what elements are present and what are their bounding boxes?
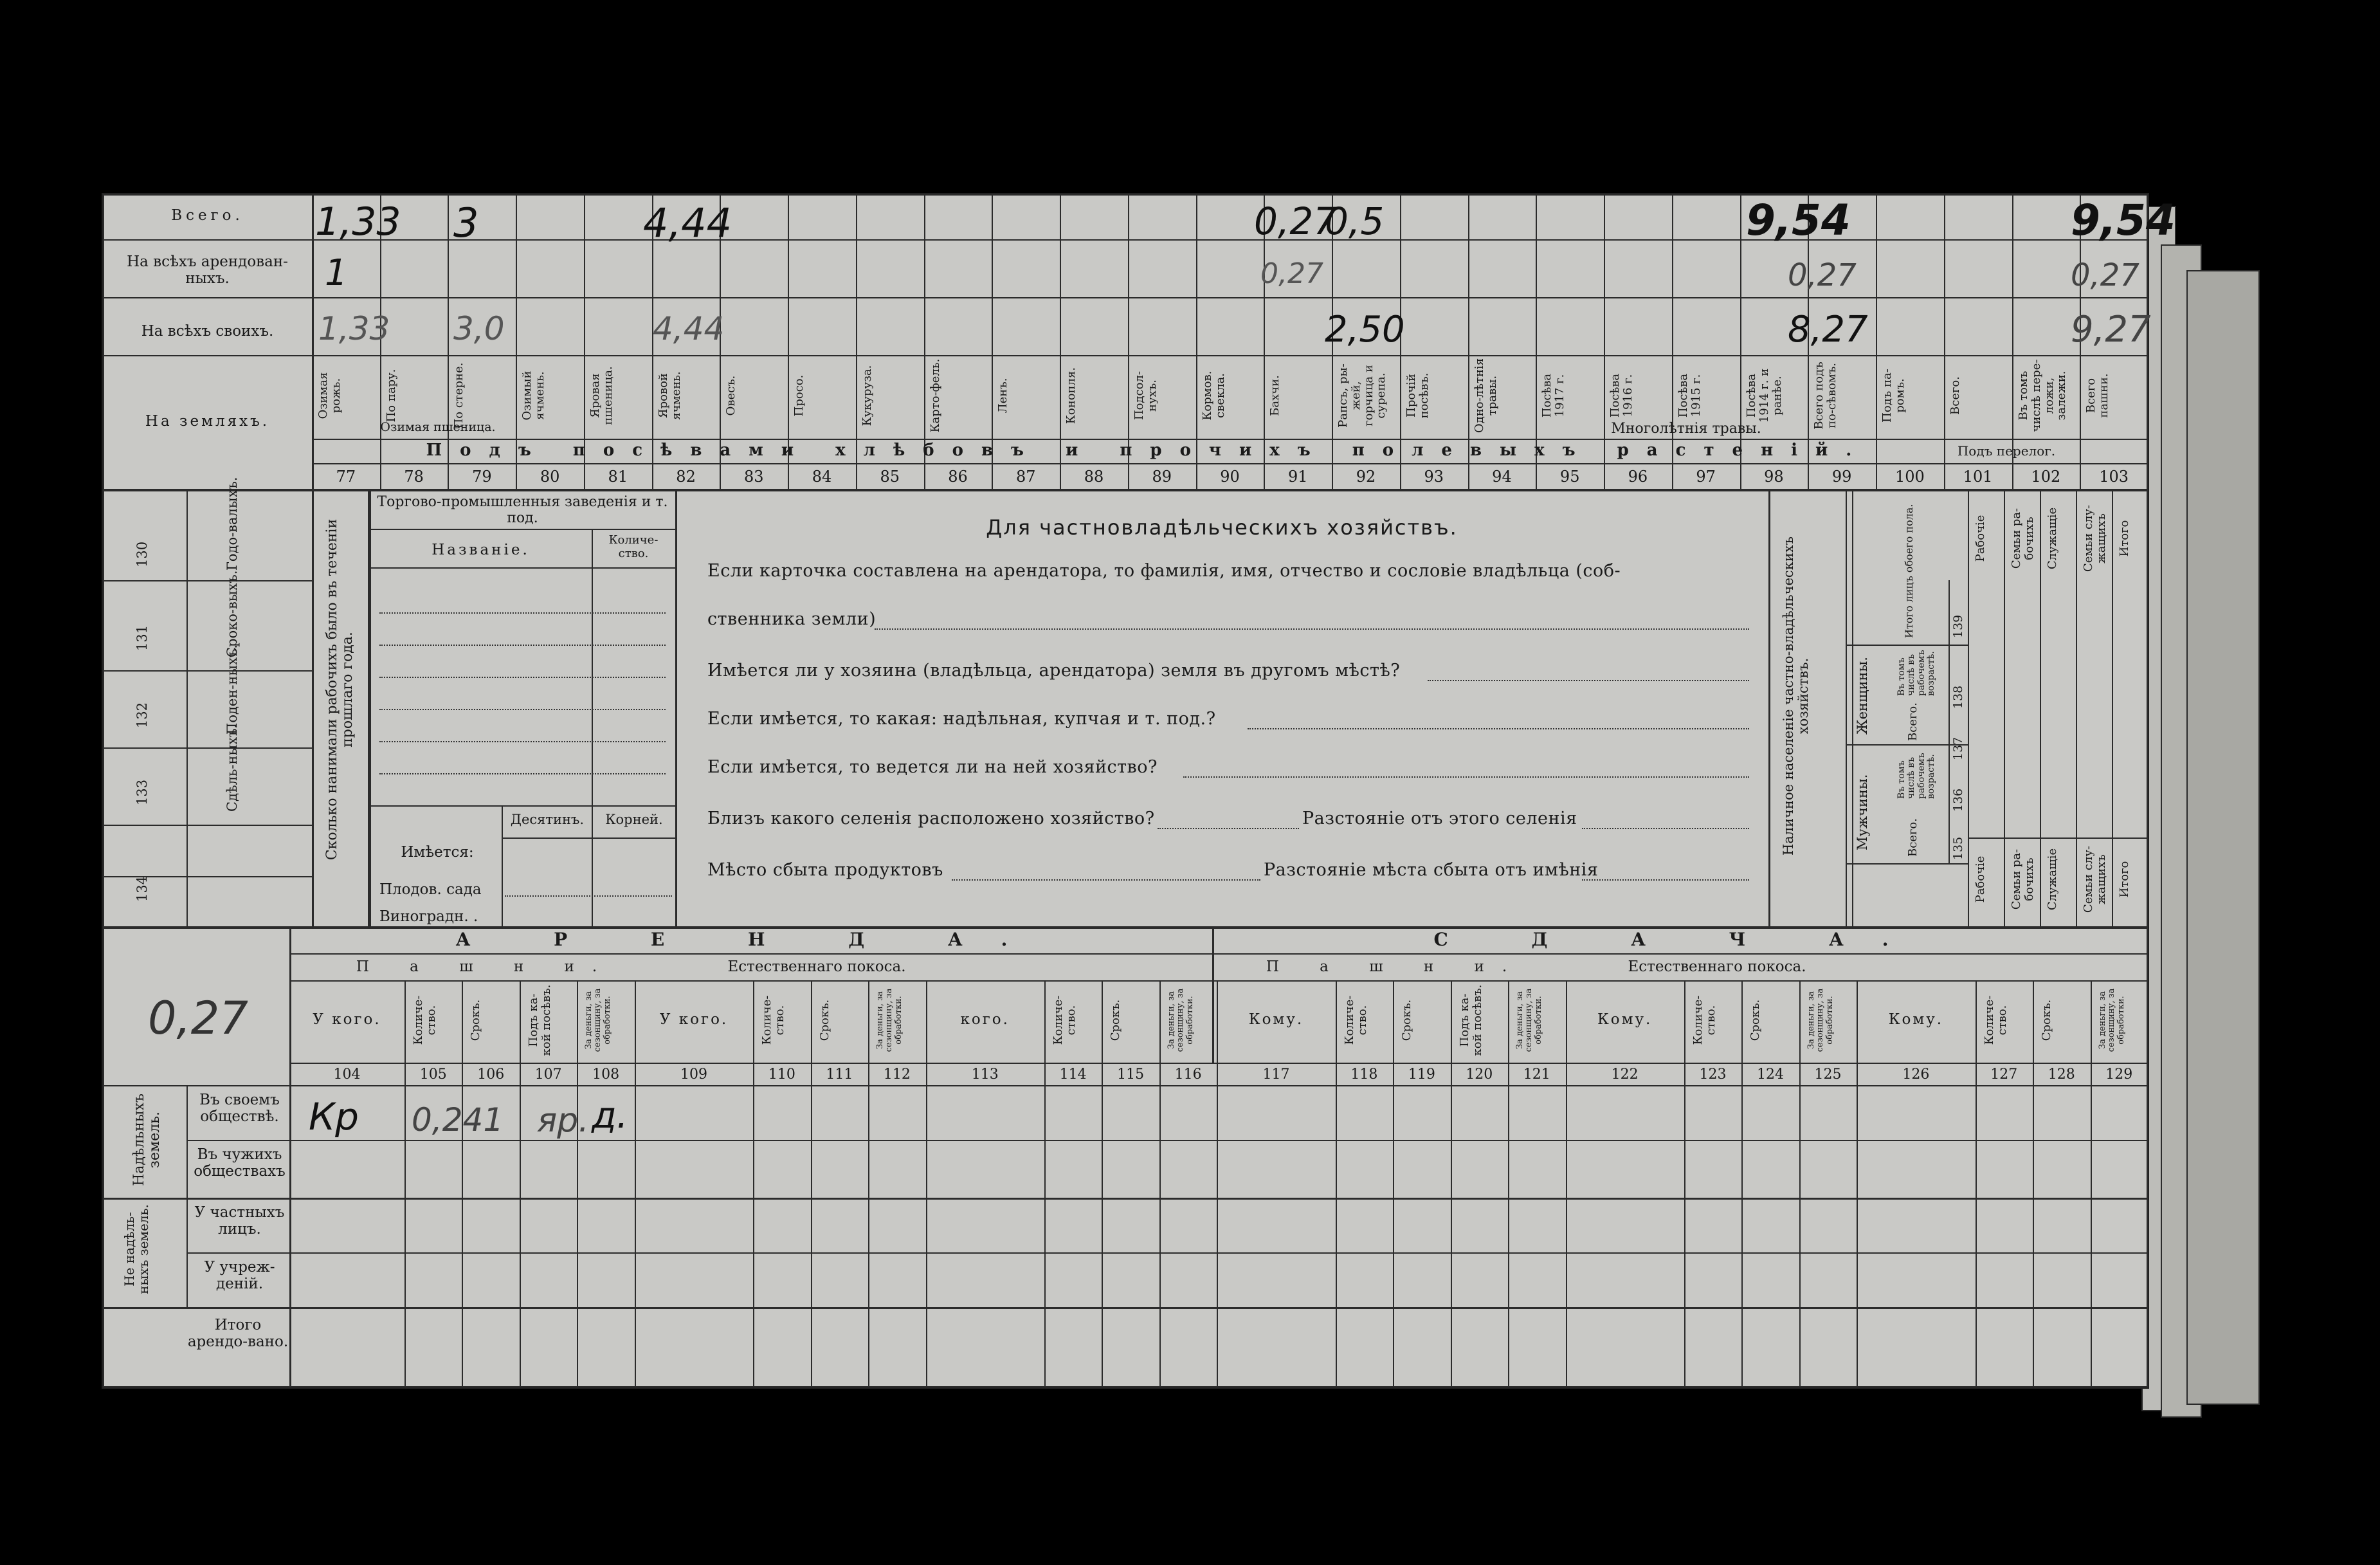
lease-col-number: 121 xyxy=(1523,1066,1550,1083)
record-card xyxy=(103,194,2176,1387)
crop-col-label: Ленъ. xyxy=(996,378,1010,414)
lease-col-number: 108 xyxy=(592,1066,620,1083)
pop-rab-m: Въ томъ числѣ въ рабочемъ возрастѣ. xyxy=(1896,753,1937,799)
trade-count-header: Количе-ство. xyxy=(608,533,659,560)
lease-col-label: Срокъ. xyxy=(1109,999,1123,1041)
lease-col-divider xyxy=(1217,980,1218,1387)
lease-col-label: Количе-ство. xyxy=(1982,995,2009,1045)
hand-arend-3: 0,27 xyxy=(1788,257,1857,293)
crop-col-label: Озимый ячмень. xyxy=(520,371,547,421)
hand-row-d: д. xyxy=(592,1095,628,1137)
row-label-vsego: Всего. xyxy=(171,207,244,224)
crop-col-number: 90 xyxy=(1220,468,1240,486)
question-2: Имѣется ли у хозяина (владѣльца, арендатора) земля въ другомъ мѣстѣ? xyxy=(707,661,1401,681)
lease-col-divider xyxy=(1741,980,1743,1387)
cattle-num-132: 132 xyxy=(134,702,150,728)
hand-svoih-2: 3,0 xyxy=(453,310,505,347)
lease-col-divider xyxy=(635,980,636,1387)
worker-row-divider xyxy=(1968,837,2148,839)
sub-ozim-pshenica: Озимая пшеница. xyxy=(380,420,496,434)
lease-col-label: Количе-ство. xyxy=(1342,995,1369,1045)
lease-col-divider xyxy=(1684,980,1685,1387)
pop-vsego-f: Всего. xyxy=(1906,702,1920,741)
crop-col-number: 80 xyxy=(540,468,560,486)
lease-col-label: За деньги, за сезонщину, за обработки. xyxy=(875,988,904,1052)
lease-col-number: 119 xyxy=(1408,1066,1435,1083)
pop-itogo: Итого лицъ обоего пола. xyxy=(1903,504,1915,638)
pop-num-135: 135 xyxy=(1951,836,1965,860)
crop-col-label: Яровая пшеница. xyxy=(588,366,615,425)
question-6: Мѣсто сбыта продуктовъ xyxy=(707,860,943,880)
crop-col-label: Конопля. xyxy=(1064,367,1078,425)
lease-col-divider xyxy=(868,980,869,1387)
lease-col-label: За деньги, за сезонщину, за обработки. xyxy=(2097,988,2126,1052)
row-chuzhih: Въ чужихъ обществахъ xyxy=(194,1146,286,1180)
lease-col-divider xyxy=(1566,980,1567,1387)
lease-col-number: 115 xyxy=(1117,1066,1145,1083)
cattle-label-godovalyh: Годо-валыхъ. xyxy=(224,477,240,571)
worker-col-label-top: Итого xyxy=(2118,520,2131,557)
crop-col-label: Подъ па-ромъ. xyxy=(1880,369,1907,423)
lease-col-label: За деньги, за сезонщину, за обработки. xyxy=(1515,988,1543,1052)
lease-table xyxy=(103,928,2148,1387)
band-title: Подъ посѣвами хлѣбовъ и прочихъ полевыхъ растенiй. xyxy=(426,441,1870,460)
lease-col-label: Срокъ. xyxy=(2040,999,2054,1041)
lease-col-number: 122 xyxy=(1611,1066,1639,1083)
cattle-label-sdelnyh: Сдѣль-ныхъ. xyxy=(224,724,240,812)
hand-arend-4: 0,27 xyxy=(2071,257,2139,293)
lease-col-label: Подъ ка-кой посѣвъ. xyxy=(526,984,553,1056)
lease-col-label: Срокъ. xyxy=(469,999,483,1041)
hand-vsego-2: 3 xyxy=(453,199,479,246)
cattle-label-podennyh: Поден-ныхъ. xyxy=(224,645,240,735)
crop-col-label: Овесъ. xyxy=(724,375,738,416)
crop-col-label: Просо. xyxy=(792,374,806,417)
workers-question: Сколько нанимали рабочихъ было въ теченiи прошлаго года. xyxy=(324,518,356,861)
lease-col-label: Подъ ка-кой посѣвъ. xyxy=(1457,984,1484,1056)
cattle-num-133: 133 xyxy=(134,779,150,805)
crop-col-label: Посѣва 1917 г. xyxy=(1540,373,1567,418)
desyatin-header: Десятинъ. xyxy=(510,812,585,827)
lease-col-number: 129 xyxy=(2105,1066,2133,1083)
lease-col-divider xyxy=(2033,980,2034,1387)
lease-col-number: 127 xyxy=(1990,1066,2018,1083)
lease-col-label: Срокъ. xyxy=(817,999,831,1041)
zhen-label: Женщины. xyxy=(1855,657,1870,735)
lease-col-divider xyxy=(1857,980,1858,1387)
hand-arend-1: 1 xyxy=(325,252,348,294)
lease-col-divider xyxy=(753,980,754,1387)
worker-col-label-top: Рабочiе xyxy=(1974,515,1987,562)
crop-col-number: 92 xyxy=(1356,468,1376,486)
worker-col-divider xyxy=(2112,490,2113,928)
crop-col-label: По стерне. xyxy=(452,362,466,429)
row-uchrezhd: У учреж-денiй. xyxy=(204,1259,275,1293)
lease-col-number: 116 xyxy=(1174,1066,1202,1083)
question-3: Если имѣется, то какая: надѣльная, купчая и т. под.? xyxy=(707,709,1216,729)
crop-col-number: 101 xyxy=(1963,468,1993,486)
crop-col-number: 87 xyxy=(1016,468,1036,486)
row-chastnyh: У частныхъ лицъ. xyxy=(194,1204,285,1238)
lease-col-number: 113 xyxy=(971,1066,999,1083)
hand-row-kr: Кр xyxy=(309,1095,359,1139)
lease-col-divider xyxy=(1451,980,1452,1387)
crop-col-number: 98 xyxy=(1764,468,1784,486)
hand-svoih-3: 4,44 xyxy=(653,310,725,347)
crop-col-number: 102 xyxy=(2031,468,2061,486)
trade-name-header: Названiе. xyxy=(431,542,530,558)
hand-row-amount: 0,241 xyxy=(412,1101,504,1139)
sdacha-pashni: П а ш н и. xyxy=(1266,958,1525,975)
crop-col-number: 103 xyxy=(2099,468,2129,486)
lease-col-number: 112 xyxy=(883,1066,911,1083)
crop-col-number: 97 xyxy=(1696,468,1716,486)
cattle-num-131: 131 xyxy=(134,625,150,651)
hand-svoih-4: 2,50 xyxy=(1325,309,1405,351)
worker-col-divider xyxy=(2040,490,2041,928)
hand-vsego-5: 0,5 xyxy=(1325,199,1385,243)
crop-col-label: Озимая рожь. xyxy=(316,372,343,419)
crop-col-number: 86 xyxy=(948,468,968,486)
question-4: Если имѣется, то ведется ли на ней хозяйство? xyxy=(707,757,1158,777)
lease-col-number: 111 xyxy=(826,1066,853,1083)
lease-col-number: 126 xyxy=(1902,1066,1930,1083)
pop-vsego-m: Всего. xyxy=(1906,818,1920,857)
sub-mnogoletnie: Многолѣтнiя травы. xyxy=(1611,421,1761,437)
worker-col-label-top: Семьи слу-жащихъ xyxy=(2082,504,2108,572)
crop-col-number: 95 xyxy=(1559,468,1580,486)
crop-col-number: 79 xyxy=(472,468,492,486)
crop-col-number: 99 xyxy=(1831,468,1852,486)
lease-col-divider xyxy=(577,980,578,1387)
lease-col-label: Количе-ство. xyxy=(411,995,438,1045)
lease-col-label: Количе-ство. xyxy=(1691,995,1718,1045)
crop-col-number: 85 xyxy=(880,468,900,486)
lease-col-label: Количе-ство. xyxy=(760,995,786,1045)
row-label-zemli: На земляхъ. xyxy=(145,413,270,430)
worker-col-label-top: Семьи ра-бочихъ xyxy=(2010,508,2036,569)
crop-col-label: Подсол-нухъ. xyxy=(1132,371,1159,421)
crop-col-number: 88 xyxy=(1084,468,1104,486)
lease-col-number: 117 xyxy=(1262,1066,1290,1083)
hand-vsego-4: 0,27 xyxy=(1254,199,1338,243)
pop-num-138: 138 xyxy=(1951,685,1965,709)
cattle-num-130: 130 xyxy=(134,541,150,567)
hand-vsego-6: 9,54 xyxy=(1746,196,1851,245)
lease-col-divider xyxy=(926,980,927,1387)
lease-col-number: 105 xyxy=(419,1066,447,1083)
crop-col-label: Одно-лѣтнiя травы. xyxy=(1472,358,1499,434)
crop-col-number: 81 xyxy=(608,468,628,486)
pop-rab-f: Въ томъ числѣ въ рабочемъ возрастѣ. xyxy=(1896,650,1937,696)
cattle-label-srokovyh: Сроко-выхъ. xyxy=(224,570,240,657)
crop-col-number: 77 xyxy=(336,468,356,486)
crop-col-label: Въ томъ числѣ пере-ложи, залежи. xyxy=(2016,359,2068,432)
row-itogo: Итого арендо-вано. xyxy=(187,1317,289,1351)
lease-col-divider xyxy=(520,980,521,1387)
crop-col-label: Рапсъ, ры-жей, горчица и сурепа. xyxy=(1336,363,1388,428)
crop-col-label: Всего подъ по-сѣвомъ. xyxy=(1812,362,1839,430)
lease-col-number: 110 xyxy=(768,1066,795,1083)
lease-col-number: 107 xyxy=(534,1066,562,1083)
lease-col-number: 104 xyxy=(333,1066,361,1083)
lease-col-divider xyxy=(1976,980,1977,1387)
worker-col-label-bottom: Рабочiе xyxy=(1974,856,1987,903)
crop-col-label: По пару. xyxy=(384,369,398,423)
lease-col-number: 128 xyxy=(2048,1066,2075,1083)
lease-col-divider xyxy=(811,980,812,1387)
crop-col-label: Посѣва 1914 г. и ранѣе. xyxy=(1744,368,1784,423)
hand-svoih-1: 1,33 xyxy=(318,310,390,347)
sdacha-pokos: Естественнаго покоса. xyxy=(1628,958,1806,975)
hand-svoih-6: 9,27 xyxy=(2071,309,2151,351)
lease-col-number: 106 xyxy=(477,1066,505,1083)
arenda-title: А Р Е Н Д А. xyxy=(455,929,1046,950)
crop-col-number: 83 xyxy=(744,468,764,486)
lease-col-label: За деньги, за сезонщину, за обработки. xyxy=(1806,988,1835,1052)
hand-vsego-7: 9,54 xyxy=(2071,196,2176,245)
vinograd-label: Виноградн. . xyxy=(379,908,478,925)
lease-col-divider xyxy=(1799,980,1801,1387)
lease-col-number: 114 xyxy=(1059,1066,1087,1083)
crop-col-number: 94 xyxy=(1492,468,1512,486)
crop-col-number: 82 xyxy=(676,468,696,486)
crop-col-number: 78 xyxy=(404,468,424,486)
lease-col-divider xyxy=(1159,980,1161,1387)
worker-col-label-bottom: Итого xyxy=(2118,861,2131,898)
crop-col-label: Всего пашни. xyxy=(2084,373,2111,418)
lease-col-label: За деньги, за сезонщину, за обработки. xyxy=(1166,988,1195,1052)
pop-num-139: 139 xyxy=(1951,614,1965,638)
lease-col-label: У кого. xyxy=(313,1011,381,1028)
question-5b: Разстоянiе отъ этого селенiя xyxy=(1302,809,1577,828)
lease-col-label: Кому. xyxy=(1597,1011,1653,1028)
row-label-arend: На всѣхъ арендован- ныхъ. xyxy=(127,253,288,288)
question-1a: Если карточка составлена на арендатора, то фамилiя, имя, отчество и сословiе владѣльца (соб- xyxy=(707,561,1621,581)
arenda-pokos: Естественнаго покоса. xyxy=(727,958,906,975)
worker-col-label-bottom: Семьи ра-бочихъ xyxy=(2010,848,2036,910)
lease-col-label: Срокъ. xyxy=(1749,999,1763,1041)
hand-svoih-5: 8,27 xyxy=(1788,309,1868,351)
lease-col-number: 124 xyxy=(1757,1066,1785,1083)
question-5: Близъ какого селенiя расположено хозяйство? xyxy=(707,809,1155,828)
crop-col-label: Посѣва 1916 г. xyxy=(1608,373,1635,418)
crop-col-label: Карто-фель. xyxy=(928,358,942,433)
question-1b: ственника земли) xyxy=(707,609,877,629)
lease-col-divider xyxy=(1102,980,1103,1387)
sad-label: Плодов. сада xyxy=(379,881,482,898)
lease-col-label: Срокъ. xyxy=(1400,999,1414,1041)
lease-col-divider xyxy=(462,980,463,1387)
hand-vsego-3: 4,44 xyxy=(643,199,732,246)
card-stack-edge xyxy=(2186,270,2260,1405)
lease-col-divider xyxy=(2091,980,2092,1387)
lease-col-label: За деньги, за сезонщину, за обработки. xyxy=(584,988,613,1052)
crop-col-number: 91 xyxy=(1287,468,1308,486)
lease-col-number: 125 xyxy=(1814,1066,1842,1083)
ne-nadel-label: Не надѣль-ныхъ земель. xyxy=(122,1204,151,1294)
row-svoem: Въ своемъ обществѣ. xyxy=(199,1092,280,1126)
lease-col-label: кого. xyxy=(960,1011,1010,1028)
nadel-label: Надѣльныхъ земель. xyxy=(131,1094,163,1186)
crop-col-number: 84 xyxy=(812,468,832,486)
worker-col-label-top: Служащiе xyxy=(2046,507,2059,570)
hand-arend-2: 0,27 xyxy=(1260,257,1323,290)
crop-col-label: Бахчи. xyxy=(1268,375,1282,416)
crop-col-number: 96 xyxy=(1628,468,1648,486)
hand-lease-left: 0,27 xyxy=(148,992,248,1045)
arenda-pashni: П а ш н и. xyxy=(356,958,615,975)
worker-col-divider xyxy=(2004,490,2005,928)
pop-num-137: 137 xyxy=(1951,737,1965,760)
lease-col-divider xyxy=(404,980,406,1387)
sub-perelog: Подъ перелог. xyxy=(1957,443,2056,459)
lease-col-number: 109 xyxy=(680,1066,708,1083)
worker-col-label-bottom: Служащiе xyxy=(2046,848,2059,911)
imeetsya-label: Имѣется: xyxy=(401,844,474,861)
row-label-svoih: На всѣхъ своихъ. xyxy=(141,323,274,340)
lease-col-number: 120 xyxy=(1466,1066,1493,1083)
pop-num-136: 136 xyxy=(1951,788,1965,812)
lease-col-label: Кому. xyxy=(1248,1011,1304,1028)
lease-col-divider xyxy=(1393,980,1394,1387)
hand-row-yar: яр. xyxy=(537,1101,589,1140)
crop-col-number: 100 xyxy=(1894,468,1925,486)
muzh-label: Мужчины. xyxy=(1855,774,1870,850)
worker-col-label-bottom: Семьи слу-жащихъ xyxy=(2082,845,2108,913)
private-title: Для частновладѣльческихъ хозяйствъ. xyxy=(986,515,1458,540)
sdacha-title: С Д А Ч А. xyxy=(1433,929,1927,950)
worker-col-divider xyxy=(2076,490,2077,928)
trade-title: Торгово-промышленныя заведенiя и т. под. xyxy=(377,494,668,527)
lease-col-number: 118 xyxy=(1350,1066,1378,1083)
lease-col-label: Кому. xyxy=(1888,1011,1944,1028)
crop-col-number: 93 xyxy=(1424,468,1444,486)
crop-col-label: Яровой ячмень. xyxy=(656,371,683,420)
lease-col-number: 123 xyxy=(1699,1066,1727,1083)
korney-header: Корней. xyxy=(605,812,663,827)
lease-col-divider xyxy=(1508,980,1509,1387)
lease-col-divider xyxy=(1336,980,1337,1387)
lease-col-label: Количе-ство. xyxy=(1051,995,1078,1045)
lease-col-divider xyxy=(1044,980,1046,1387)
hand-vsego-1: 1,33 xyxy=(315,199,401,244)
lease-col-label: У кого. xyxy=(659,1011,729,1028)
crop-col-number: 89 xyxy=(1152,468,1172,486)
crop-col-label: Всего. xyxy=(1948,376,1962,415)
question-6b: Разстоянiе мѣста сбыта отъ имѣнiя xyxy=(1264,860,1599,880)
crop-col-label: Прочiй посѣвъ. xyxy=(1404,372,1431,419)
population-title: Наличное населенiе частно-владѣльческихъ хозяйствъ. xyxy=(1781,536,1812,856)
crop-col-label: Кормов. свекла. xyxy=(1200,371,1227,421)
cattle-num-134: 134 xyxy=(134,875,150,902)
crop-col-label: Кукуруза. xyxy=(860,365,874,426)
crop-col-label: Посѣва 1915 г. xyxy=(1676,373,1703,418)
